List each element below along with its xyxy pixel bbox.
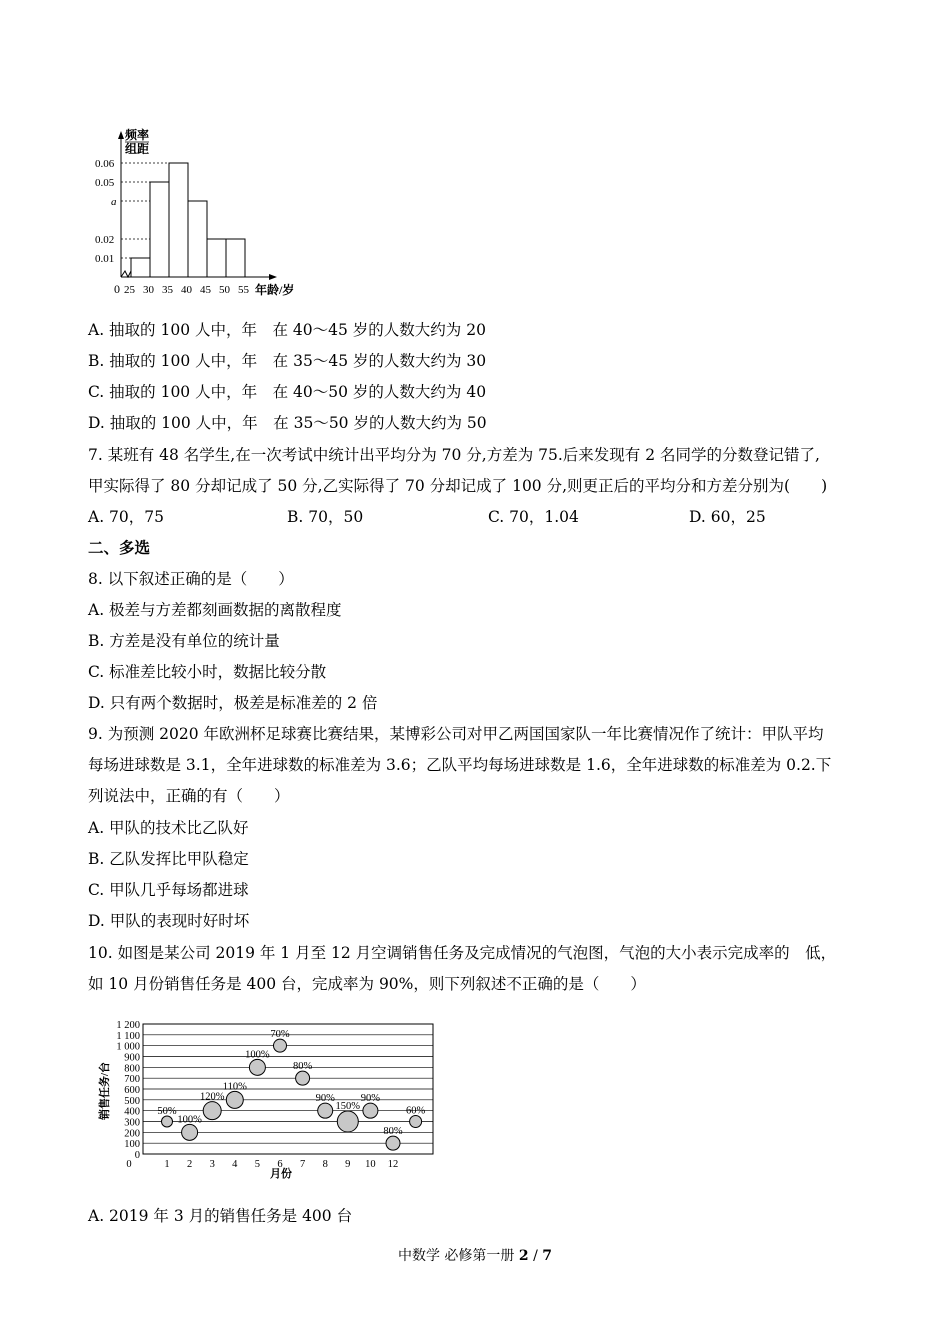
hist-bar-25-30 — [131, 258, 150, 277]
bubble-ytick-1100: 1 100 — [116, 1030, 140, 1042]
hist-ytick-4: 0.01 — [95, 253, 115, 265]
hist-xtick-55: 55 — [238, 284, 249, 296]
bubble-ytick-0: 0 — [134, 1150, 140, 1161]
footer-title: 中数学 必修第一册 — [397, 1248, 515, 1264]
bubble-xtick-9: 9 — [345, 1159, 351, 1170]
bubble-label-month-5: 100% — [245, 1049, 270, 1061]
hist-ylabel-bottom: 组距 — [125, 142, 150, 156]
q8-option-d: D. 只有两个数据时，极差是标准差的 2 倍 — [88, 694, 378, 712]
q9-option-a: A. 甲队的技术比乙队好 — [88, 819, 249, 837]
footer-total-pages: 7 — [542, 1248, 553, 1264]
bubble-xtick-12: 12 — [387, 1159, 399, 1170]
bubble-month-7 — [296, 1071, 310, 1085]
q10-option-a: A. 2019 年 3 月的销售任务是 400 台 — [88, 1207, 353, 1225]
bubble-xtick-2: 2 — [186, 1159, 193, 1170]
bubble-month-1 — [162, 1116, 173, 1127]
q7-stem-line1: 7. 某班有 48 名学生,在一次考试中统计出平均分为 70 分,方差为 75.后来发现有 2 名同学的分数登记错了, — [88, 446, 820, 464]
hist-bar-50-55 — [226, 239, 245, 277]
bubble-month-11 — [386, 1136, 400, 1150]
hist-ytick-1: 0.05 — [95, 177, 115, 189]
bubble-xtick-7: 7 — [299, 1159, 306, 1170]
bubble-xtick-labels — [126, 1159, 398, 1170]
bubble-xtick-0: 0 — [126, 1159, 132, 1170]
bubble-xtick-1: 1 — [164, 1159, 170, 1170]
bubble-label-month-3: 120% — [199, 1091, 225, 1103]
q10-stem-line1: 10. 如图是某公司 2019 年 1 月至 12 月空调销售任务及完成情况的气泡图，气泡的大小表示完成率的 低， — [88, 944, 837, 962]
hist-ytick-2: a — [111, 196, 117, 208]
hist-ytick-0: 0.06 — [95, 158, 115, 170]
bubble-month-3 — [203, 1102, 221, 1120]
bubble-xtick-8: 8 — [322, 1159, 328, 1170]
hist-origin: 0 — [114, 282, 120, 296]
footer-page-number: 2 — [518, 1248, 529, 1264]
bubble-ytick-300: 300 — [124, 1117, 140, 1129]
bubble-ytick-600: 600 — [124, 1085, 140, 1096]
bubble-ytick-700: 700 — [124, 1074, 140, 1086]
q7-stem-line2: 甲实际得了 80 分却记成了 50 分,乙实际得了 70 分却记成了 100 分,则更正后的平均分和方差分别为( ) — [88, 477, 828, 495]
q9-stem-line3: 列说法中，正确的有（ ） — [88, 787, 290, 805]
q7-option-a: A. 70，75 — [88, 508, 164, 526]
bubble-month-2 — [182, 1124, 198, 1140]
bubble-label-month-11: 80% — [383, 1126, 403, 1138]
bubble-label-month-2: 100% — [177, 1114, 202, 1126]
bubble-month-9 — [337, 1111, 358, 1132]
axis-break-mark — [121, 271, 131, 277]
hist-ytick-labels — [95, 158, 117, 265]
bubble-label-month-8: 90% — [315, 1093, 335, 1105]
hist-xtick-30: 30 — [143, 284, 154, 296]
bubble-ylabel: 销售任务/台 — [99, 1061, 111, 1120]
hist-xtick-labels — [124, 284, 250, 296]
hist-xtick-35: 35 — [162, 284, 173, 296]
q6-option-a: A. 抽取的 100 人中，年 在 40～45 岁的人数大约为 20 — [88, 321, 486, 339]
hist-xtick-25: 25 — [124, 284, 135, 296]
q9-option-b: B. 乙队发挥比甲队稳定 — [88, 850, 249, 868]
sales-bubble-chart — [88, 1015, 438, 1185]
bubble-xtick-6: 6 — [277, 1159, 283, 1170]
bubble-ytick-200: 200 — [124, 1128, 140, 1140]
bubble-label-month-4: 110% — [222, 1081, 247, 1093]
bubble-xlabel: 月份 — [270, 1168, 292, 1180]
q8-stem: 8. 以下叙述正确的是（ ） — [88, 570, 294, 588]
age-histogram — [85, 125, 315, 300]
bubble-month-10 — [363, 1103, 378, 1118]
footer-separator: / — [533, 1248, 538, 1264]
bubble-month-4 — [226, 1091, 243, 1108]
q9-stem-line2: 每场进球数是 3.1，全年进球数的标准差为 3.6；乙队平均每场进球数是 1.6，全年进球数的标准差为 0.2.下 — [88, 756, 832, 774]
q7-option-b: B. 70，50 — [287, 508, 364, 526]
q6-option-d: D. 抽取的 100 人中，年 在 35～50 岁的人数大约为 50 — [88, 414, 487, 432]
q8-option-c: C. 标准差比较小时，数据比较分散 — [88, 663, 327, 681]
histogram-bars — [131, 163, 245, 277]
bubble-month-12 — [410, 1116, 422, 1128]
bubble-label-month-1: 50% — [157, 1106, 177, 1117]
hist-ytick-3: 0.02 — [95, 234, 115, 246]
bubble-ytick-1200: 1 200 — [116, 1020, 140, 1031]
bubble-ytick-400: 400 — [124, 1106, 140, 1118]
bubble-label-month-7: 80% — [292, 1061, 313, 1073]
q10-stem-line2: 如 10 月份销售任务是 400 台，完成率为 90%，则下列叙述不正确的是（ ） — [88, 975, 646, 993]
bubble-ytick-800: 800 — [124, 1063, 140, 1075]
q6-option-c: C. 抽取的 100 人中，年 在 40～50 岁的人数大约为 40 — [88, 383, 487, 401]
hist-ylabel-top: 频率 — [125, 128, 150, 142]
bubble-xtick-5: 5 — [254, 1159, 261, 1170]
bubble-label-month-10: 90% — [360, 1093, 381, 1105]
bubble-ytick-labels — [116, 1020, 140, 1161]
q7-option-c: C. 70，1.04 — [488, 508, 579, 526]
bubble-ytick-1000: 1 000 — [116, 1041, 140, 1053]
hist-xtick-40: 40 — [181, 284, 192, 296]
q7-option-d: D. 60，25 — [689, 508, 766, 526]
hist-xlabel: 年龄/岁 — [255, 283, 295, 297]
bubble-label-month-12: 60% — [405, 1105, 426, 1117]
bubble-ytick-100: 100 — [124, 1139, 140, 1151]
hist-bar-40-45 — [188, 201, 207, 277]
bubble-month-6 — [274, 1039, 287, 1052]
q9-option-d: D. 甲队的表现时好时坏 — [88, 912, 250, 930]
hist-bar-35-40 — [169, 163, 188, 277]
bubble-label-month-6: 70% — [270, 1029, 290, 1041]
q8-option-b: B. 方差是没有单位的统计量 — [88, 632, 280, 650]
bubble-label-month-9: 150% — [335, 1101, 361, 1112]
bubble-ytick-900: 900 — [124, 1052, 140, 1064]
bubble-month-5 — [249, 1059, 265, 1075]
hist-bar-45-50 — [207, 239, 226, 277]
bubble-xtick-3: 3 — [209, 1159, 215, 1170]
section-heading: 二、多选 — [88, 538, 151, 557]
q8-option-a: A. 极差与方差都刻画数据的离散程度 — [88, 601, 342, 619]
hist-xtick-45: 45 — [200, 284, 211, 296]
q6-option-b: B. 抽取的 100 人中，年 在 35～45 岁的人数大约为 30 — [88, 352, 487, 370]
bubble-month-8 — [318, 1103, 333, 1118]
hist-bar-30-35 — [150, 182, 169, 277]
page-footer — [0, 1245, 950, 1265]
q9-stem-line1: 9. 为预测 2020 年欧洲杯足球赛比赛结果，某博彩公司对甲乙两国国家队一年比赛情况作了统计：甲队平均 — [88, 725, 824, 743]
q9-option-c: C. 甲队几乎每场都进球 — [88, 881, 249, 899]
hist-xtick-50: 50 — [219, 284, 230, 296]
bubble-ytick-500: 500 — [124, 1095, 140, 1107]
bubble-xtick-4: 4 — [232, 1159, 238, 1170]
bubble-xtick-10: 10 — [365, 1159, 376, 1170]
